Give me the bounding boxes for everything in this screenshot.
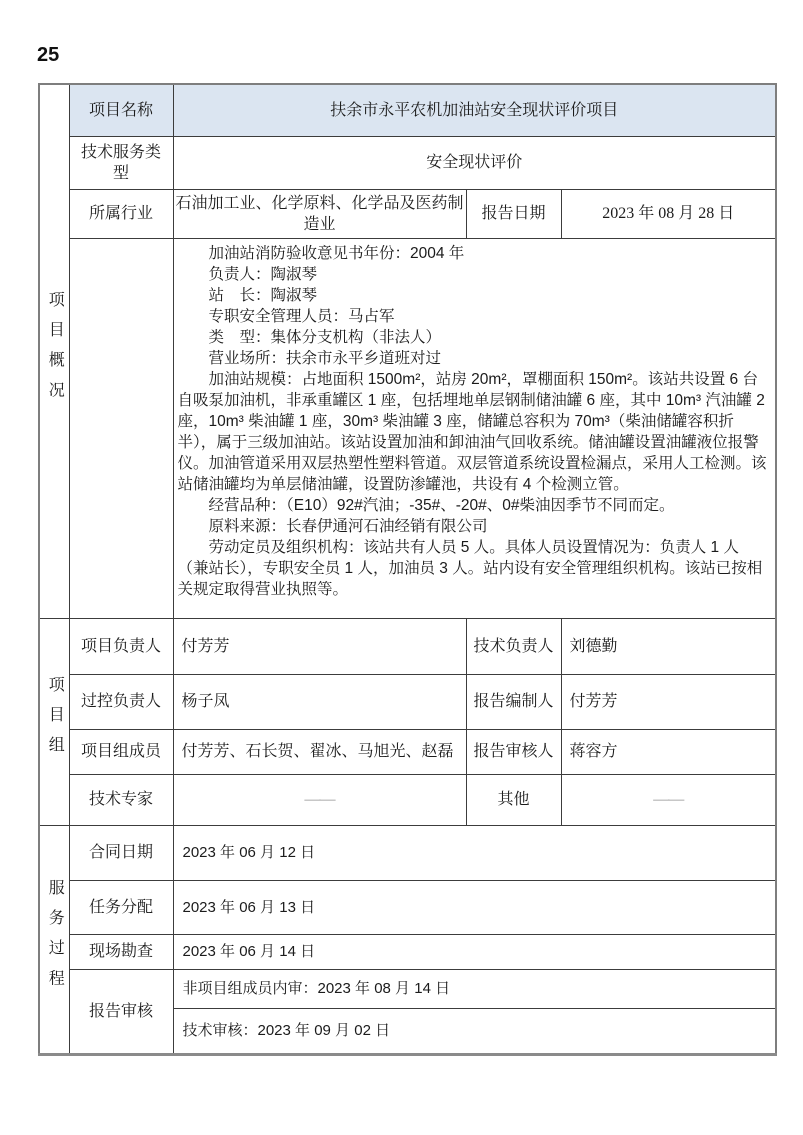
overview-empty-cell bbox=[69, 238, 173, 618]
overview-paragraph: 原料来源：长春伊通河石油经销有限公司 bbox=[208, 517, 488, 535]
overview-section-label: 项目概况 bbox=[46, 291, 64, 412]
process-row bbox=[39, 969, 776, 1008]
service-type-value: 安全现状评价 bbox=[173, 136, 776, 189]
overview-row bbox=[39, 238, 776, 618]
project-name-row bbox=[39, 84, 776, 136]
task-assign-label: 任务分配 bbox=[69, 880, 173, 934]
service-type-row bbox=[39, 136, 776, 189]
team-row bbox=[39, 774, 776, 825]
tech-expert-value: —— bbox=[173, 774, 466, 825]
report-reviewer-value: 蒋容方 bbox=[561, 729, 776, 774]
overview-paragraph: 负责人：陶淑琴 bbox=[208, 265, 318, 283]
overview-paragraph: 站 长：陶淑琴 bbox=[208, 286, 318, 304]
overview-paragraph: 加油站规模：占地面积 1500m²，站房 20m²，罩棚面积 150m²。该站共设置 6 台自吸泵加油机，非承重罐区 1 座，包括埋地单层钢制储油罐 6 座，其中 10m³ 汽油罐 2 座，10m³ 柴油罐 1 座，30m³ 柴油罐 3 座，储罐总容积为 70m³（柴油储罐容积折半），属于三级加油站。该站设置加油和卸油油气回收系统。储油罐设置油罐液位报警仪。加油管道采用双层热塑性塑料管道。双层管道系统设置检漏点，采用人工检测。该站储油罐均为单层储油罐，设置防渗罐池，共设有 4 个检测立管。 bbox=[177, 370, 767, 493]
process-row bbox=[39, 880, 776, 934]
other-label: 其他 bbox=[466, 774, 561, 825]
page-number: 25 bbox=[37, 44, 60, 66]
process-section-cell bbox=[39, 825, 69, 1054]
team-row bbox=[39, 729, 776, 774]
report-author-label: 报告编制人 bbox=[466, 674, 561, 729]
tech-leader-label: 技术负责人 bbox=[466, 618, 561, 674]
process-control-leader-value: 杨子凤 bbox=[173, 674, 466, 729]
team-members-value: 付芳芳、石长贺、翟冰、马旭光、赵磊 bbox=[173, 729, 466, 774]
overview-paragraph: 加油站消防验收意见书年份：2004 年 bbox=[208, 244, 465, 262]
project-info-table bbox=[38, 83, 777, 1056]
team-row bbox=[39, 674, 776, 729]
overview-content bbox=[173, 238, 776, 618]
contract-date-label: 合同日期 bbox=[69, 825, 173, 880]
tech-review-value: 技术审核：2023 年 09 月 02 日 bbox=[173, 1008, 776, 1054]
process-row bbox=[39, 934, 776, 969]
overview-paragraph: 经营品种：（E10）92#汽油；-35#、-20#、0#柴油因季节不同而定。 bbox=[208, 496, 675, 514]
process-control-leader-label: 过控负责人 bbox=[69, 674, 173, 729]
project-leader-label: 项目负责人 bbox=[69, 618, 173, 674]
industry-label: 所属行业 bbox=[69, 189, 173, 238]
report-date-value: 2023 年 08 月 28 日 bbox=[561, 189, 776, 238]
industry-row bbox=[39, 189, 776, 238]
process-row bbox=[39, 825, 776, 880]
other-value: —— bbox=[561, 774, 776, 825]
project-leader-value: 付芳芳 bbox=[173, 618, 466, 674]
site-survey-value: 2023 年 06 月 14 日 bbox=[173, 934, 776, 969]
team-section-cell bbox=[39, 618, 69, 825]
report-reviewer-label: 报告审核人 bbox=[466, 729, 561, 774]
report-review-label: 报告审核 bbox=[69, 969, 173, 1054]
service-type-label: 技术服务类型 bbox=[69, 136, 173, 189]
team-row bbox=[39, 618, 776, 674]
project-name-value: 扶余市永平农机加油站安全现状评价项目 bbox=[173, 84, 776, 136]
overview-paragraph: 劳动定员及组织机构：该站共有人员 5 人。具体人员设置情况为：负责人 1 人（兼站长），专职安全员 1 人，加油员 3 人。站内设有安全管理组织机构。该站已按相关规定取得营业执照等。 bbox=[177, 538, 763, 598]
site-survey-label: 现场勘查 bbox=[69, 934, 173, 969]
industry-value: 石油加工业、化学原料、化学品及医药制造业 bbox=[173, 189, 466, 238]
tech-expert-label: 技术专家 bbox=[69, 774, 173, 825]
tech-leader-value: 刘德勤 bbox=[561, 618, 776, 674]
internal-review-value: 非项目组成员内审：2023 年 08 月 14 日 bbox=[173, 969, 776, 1008]
team-members-label: 项目组成员 bbox=[69, 729, 173, 774]
task-assign-value: 2023 年 06 月 13 日 bbox=[173, 880, 776, 934]
team-section-label: 项目组 bbox=[46, 676, 64, 767]
overview-paragraph: 专职安全管理人员：马占军 bbox=[208, 307, 395, 325]
overview-paragraph: 类 型：集体分支机构（非法人） bbox=[208, 328, 442, 346]
process-section-label: 服务过程 bbox=[46, 878, 64, 1000]
overview-section-cell bbox=[39, 84, 69, 618]
report-author-value: 付芳芳 bbox=[561, 674, 776, 729]
report-date-label: 报告日期 bbox=[466, 189, 561, 238]
contract-date-value: 2023 年 06 月 12 日 bbox=[173, 825, 776, 880]
overview-paragraph: 营业场所：扶余市永平乡道班对过 bbox=[208, 349, 442, 367]
project-name-label: 项目名称 bbox=[69, 84, 173, 136]
